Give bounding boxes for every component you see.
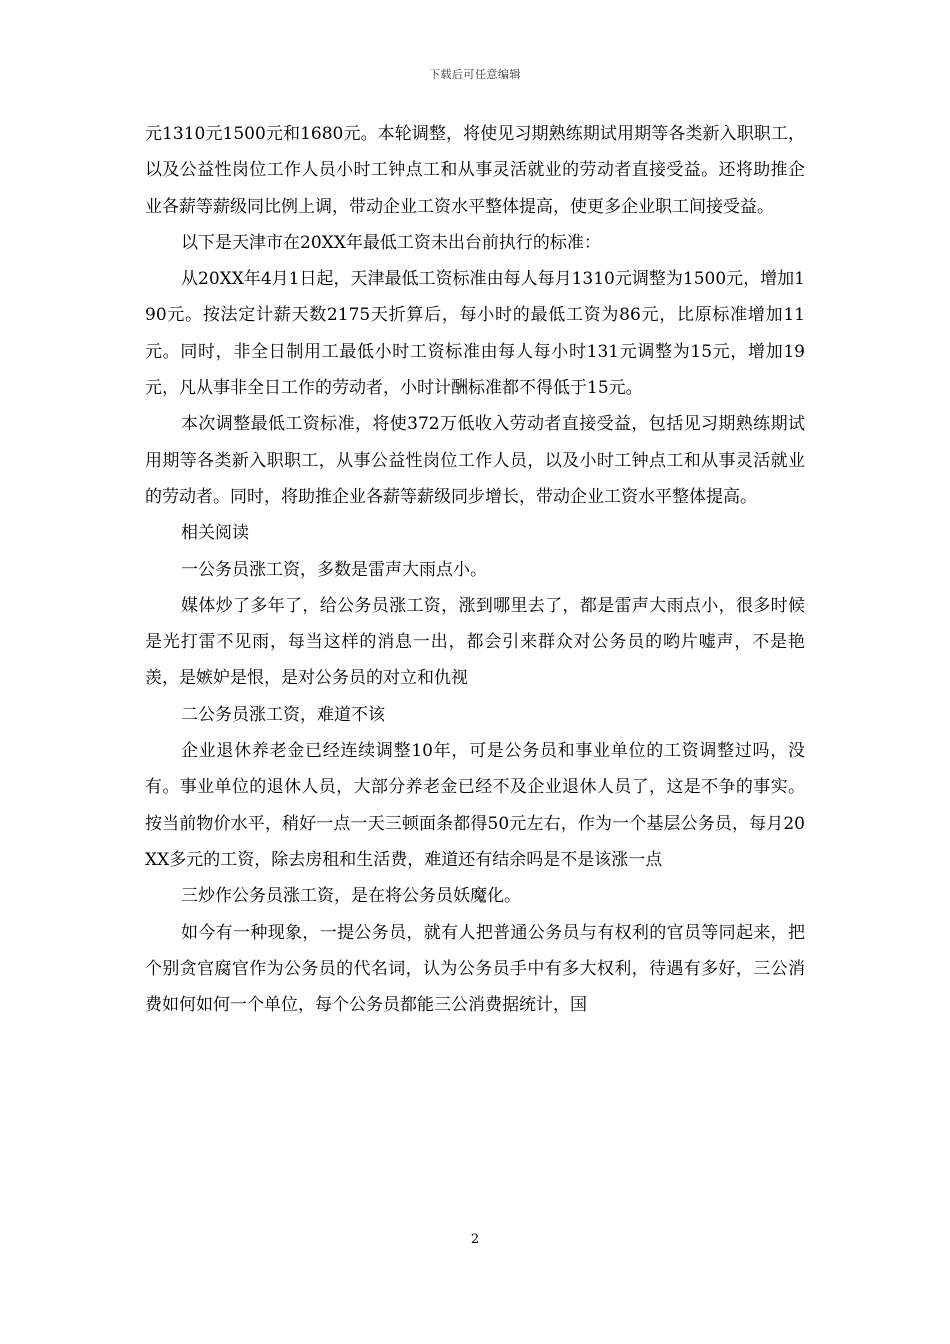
paragraph-tianjin-standard-intro: 以下是天津市在20XX年最低工资未出台前执行的标准：: [181, 232, 601, 253]
document-body: [145, 116, 805, 1023]
paragraph-tianjin-standard-details: 从20XX年4月1日起，天津最低工资标准由每人每月1310元调整为1500元，增加190元。按法定计薪天数2175天折算后，每小时的最低工资为86元，比原标准增加11元。同时，非全日制用工最低小时工资标准由每人每小时131元调整为15元，增加19元，凡从事非全日工作的劳动者，小时计酬标准都不得低于15元。: [145, 269, 805, 399]
page-number: 2: [470, 1232, 480, 1247]
section-heading-related-reading: 相关阅读: [181, 523, 249, 544]
section-heading-point-one: 一公务员涨工资，多数是雷声大雨点小。: [181, 559, 487, 580]
section-heading-point-three: 三炒作公务员涨工资，是在将公务员妖魔化。: [181, 886, 521, 907]
section-heading-point-two: 二公务员涨工资，难道不该: [181, 704, 385, 725]
paragraph-wage-adjustment-continued: 元1310元1500元和1680元。本轮调整，将使见习期熟练期试用期等各类新入职职工，以及公益性岗位工作人员小时工钟点工和从事灵活就业的劳动者直接受益。还将助推企业各薪等薪级同比例上调，带动企业工资水平整体提高，使更多企业职工间接受益。: [145, 124, 805, 217]
paragraph-point-three-body: 如今有一种现象，一提公务员，就有人把普通公务员与有权利的官员等同起来，把个别贪官腐官作为公务员的代名词，认为公务员手中有多大权利，待遇有多好，三公消费如何如何一个单位，每个公务员都能三公消费据统计，国: [145, 922, 805, 1016]
page-header: 下载后可任意编辑: [429, 68, 521, 81]
paragraph-point-one-body: 媒体炒了多年了，给公务员涨工资，涨到哪里去了，都是雷声大雨点小，很多时候是光打雷不见雨，每当这样的消息一出，都会引来群众对公务员的哟片嘘声，不是艳羡，是嫉妒是恨，是对公务员的对立和仇视: [145, 595, 805, 689]
paragraph-adjustment-beneficiaries: 本次调整最低工资标准，将使372万低收入劳动者直接受益，包括见习期熟练期试用期等各类新入职职工，从事公益性岗位工作人员，以及小时工钟点工和从事灵活就业的劳动者。同时，将助推企业各薪等薪级同步增长，带动企业工资水平整体提高。: [145, 414, 805, 507]
paragraph-point-two-body: 企业退休养老金已经连续调整10年，可是公务员和事业单位的工资调整过吗，没有。事业单位的退休人员，大部分养老金已经不及企业退休人员了，这是不争的事实。按当前物价水平，稍好一点一天三顿面条都得50元左右，作为一个基层公务员，每月20XX多元的工资，除去房租和生活费，难道还有结余吗是不是该涨一点: [145, 741, 805, 870]
